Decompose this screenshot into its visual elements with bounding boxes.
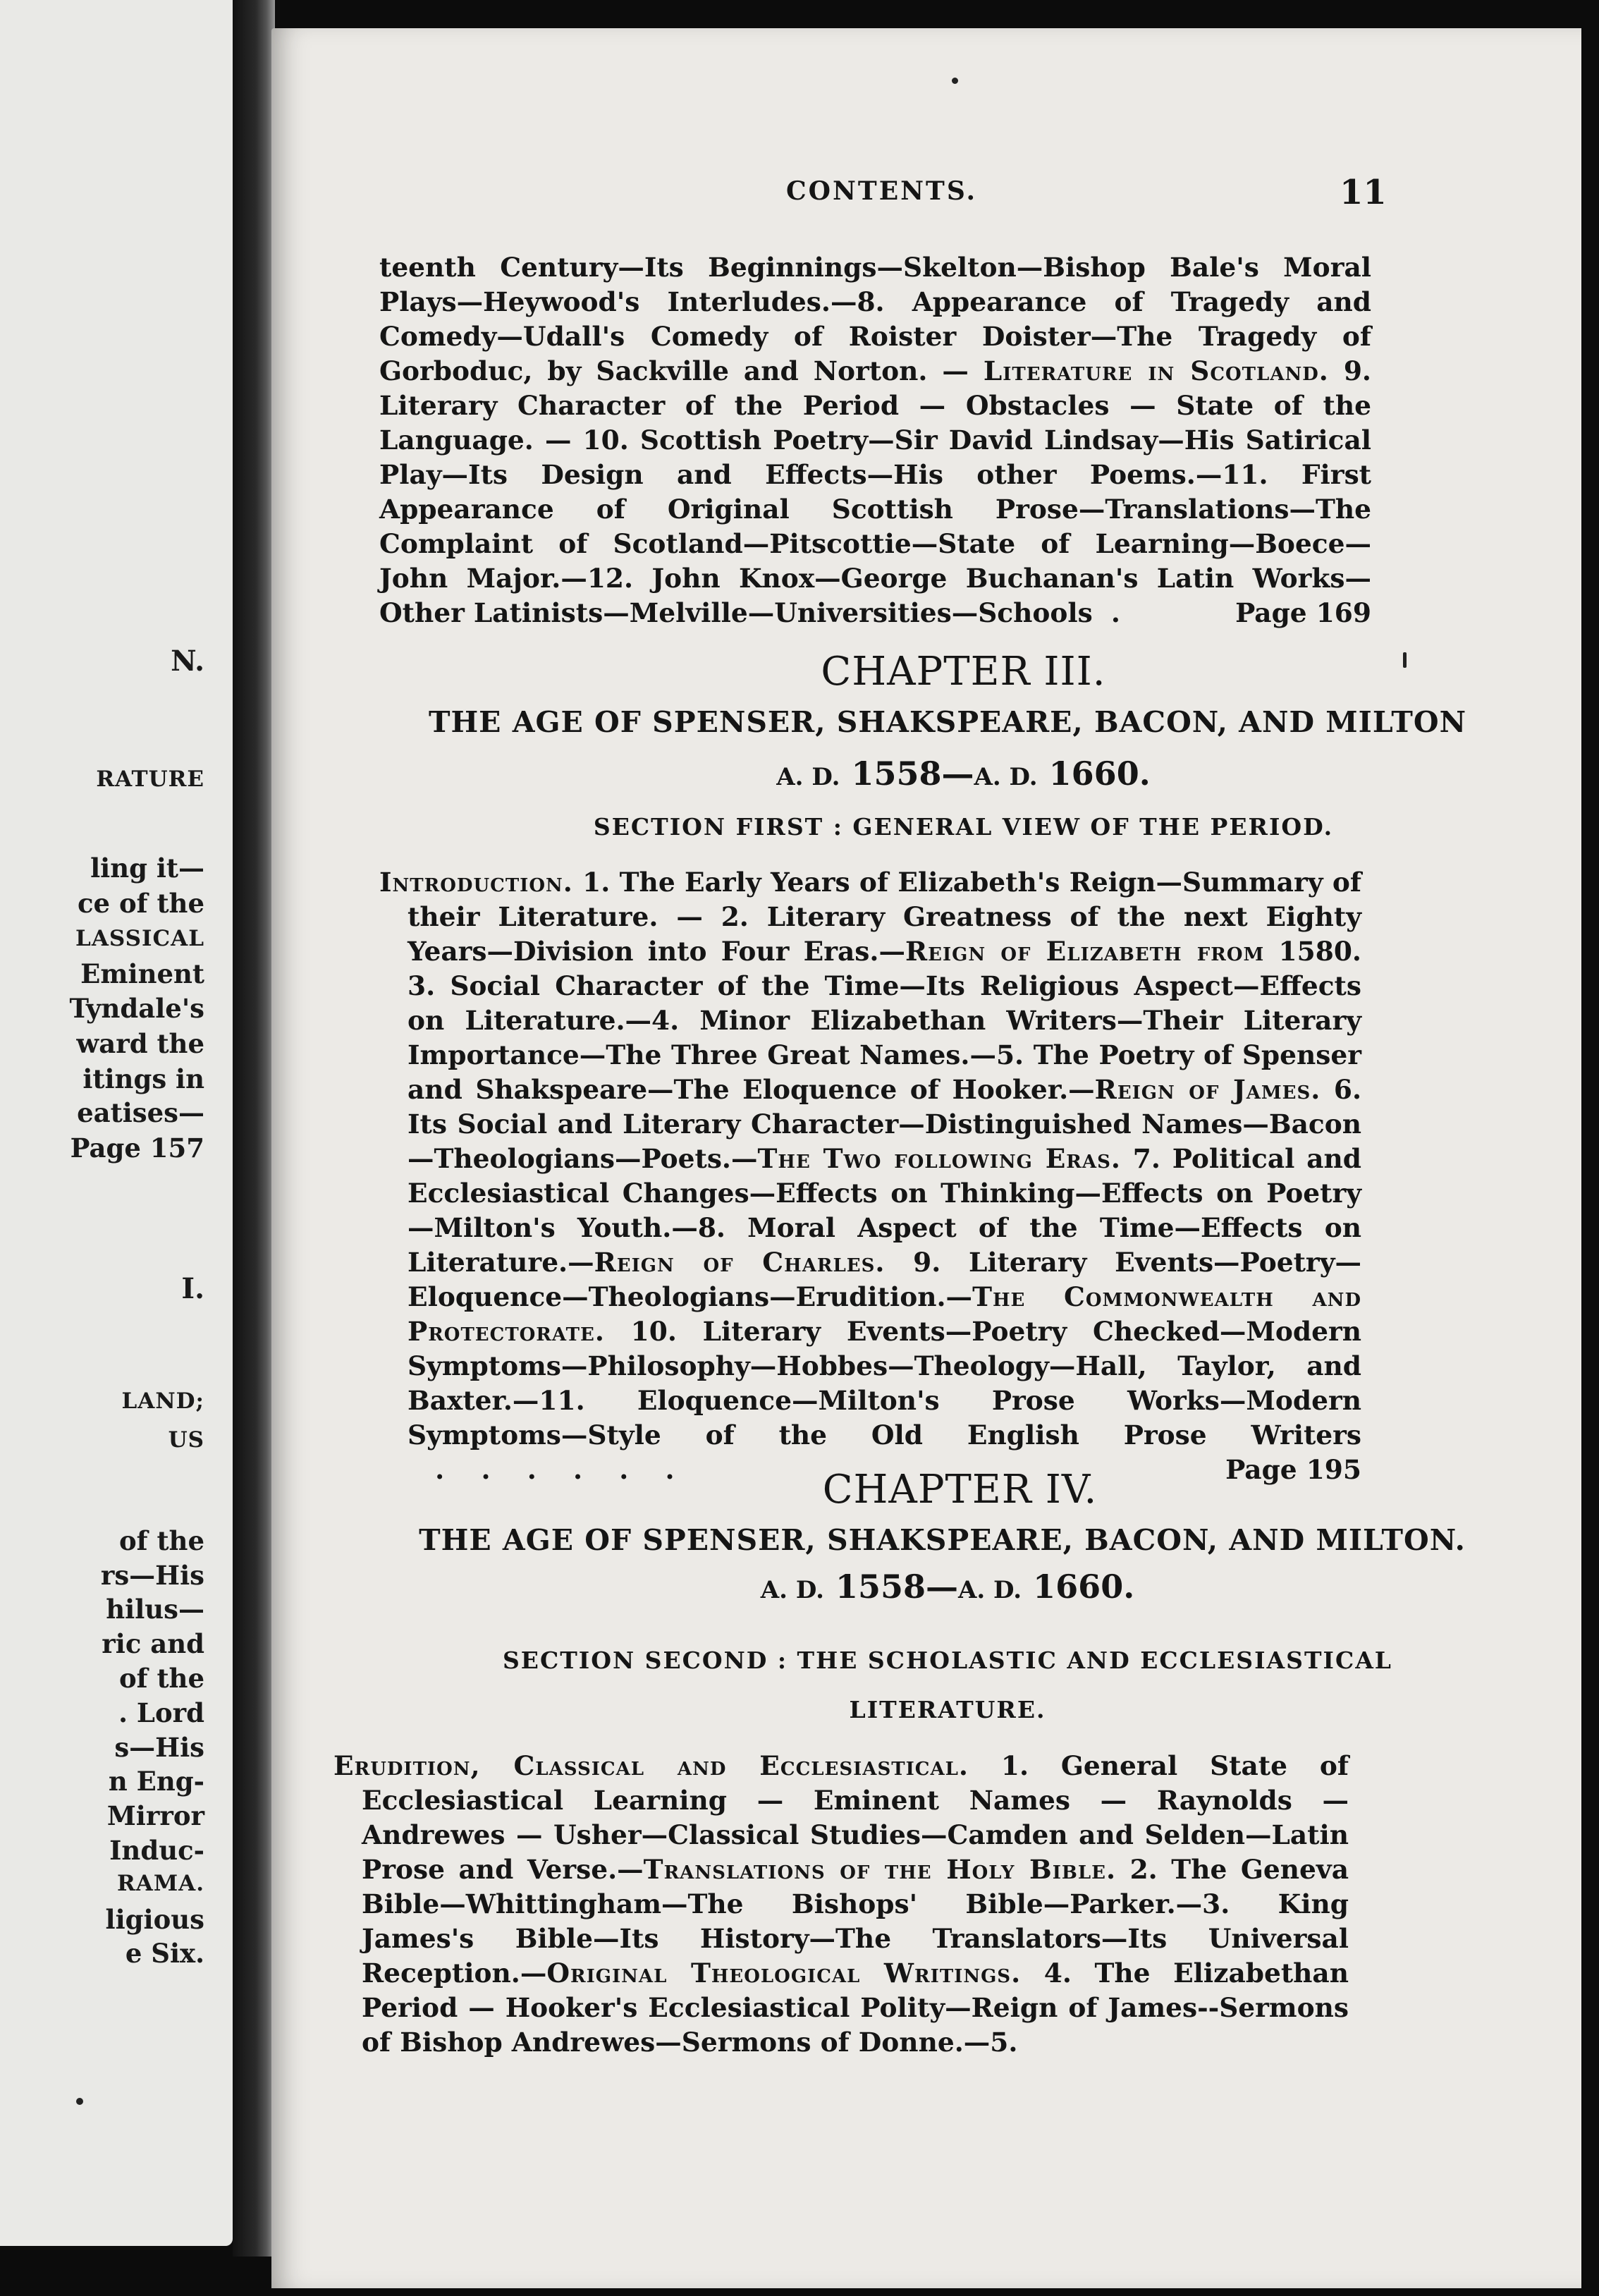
facing-page [0,0,233,2246]
entry-text: 6. Its Social and Literary Character—Distinguished Names—Bacon—Theologians—Poets.— [408,1074,1361,1174]
date-year: 1660. [1048,755,1151,793]
contents-entry [379,865,1361,1487]
entry-text: 2. The Geneva Bible—Whittingham—The Bishops' Bible—Parker.—3. King James's Bible—Its History—The Translators—Its Universal Reception.— [362,1854,1349,1989]
running-head: CONTENTS. [786,176,978,206]
chapter-heading: CHAPTER IV. [822,1467,1098,1513]
entry-subheading: The Commonwealth and Protectorate. [408,1281,1361,1347]
facing-page-line: Mirror [106,1800,204,1831]
facing-page-line: rs—His [100,1560,204,1591]
leader-dots: . . . . . . [408,1454,693,1485]
facing-page-line: RAMA. [117,1871,204,1896]
facing-page-line: ward the [76,1028,204,1059]
entry-subheading: Literature in Scotland. [983,355,1329,386]
page-reference: Page 169 [1235,597,1371,628]
entry-subheading: Translations of the Holy Bible. [643,1854,1117,1885]
ink-speck [76,2098,83,2105]
section-heading-continued: LITERATURE. [849,1696,1046,1723]
leader-dots: . [1092,597,1139,628]
chapter-heading: CHAPTER III. [821,649,1106,695]
chapter-title: THE AGE OF SPENSER, SHAKSPEARE, BACON, AND MILTON [428,705,1467,739]
chapter-dates [271,755,1581,793]
entry-text: 7. Political and Ecclesiastical Changes—Effects on Thinking—Effects on Poetry—Milton's Youth.—8. Moral Aspect of the Time—Effects on Literature.— [408,1143,1361,1278]
facing-page-line: . Lord [118,1697,204,1728]
facing-page-line: I. [181,1272,204,1305]
facing-page-line: itings in [82,1063,204,1094]
entry-subheading: Reign of Elizabeth from [905,936,1265,967]
entry-text: 1580. 3. Social Character of the Time—Its Religious Aspect—Effects on Literature.—4. Minor Elizabethan Writers—Their Literary Importance—The Three Great Names.—5. The Poetry of Spenser and Shakspeare—The Eloquence of Hooker.— [408,936,1361,1105]
facing-page-line: US [168,1427,204,1453]
date-era: A. D. [974,763,1038,791]
facing-page-line: Page 157 [70,1132,204,1164]
facing-page-line: s—His [114,1732,204,1763]
ink-speck [952,78,958,84]
section-heading: SECTION FIRST : GENERAL VIEW OF THE PERIOD. [593,813,1334,841]
book-page [271,28,1581,2288]
facing-page-line: N. [171,645,204,678]
facing-page-line: Eminent [80,958,204,989]
facing-page-line: n Eng- [108,1766,204,1797]
entry-subheading: Introduction. [379,867,573,898]
facing-page-line: LASSICAL [75,926,204,951]
ink-speck [1403,652,1407,668]
entry-text: 4. The Elizabethan Period — Hooker's Ecclesiastical Polity—Reign of James--Sermons of Bishop Andrewes—Sermons of Donne.—5. [362,1958,1349,2058]
contents-entry [333,1749,1349,2060]
facing-page-line: Tyndale's [69,993,204,1024]
facing-page-line: LAND; [121,1388,204,1414]
facing-page-line: of the [118,1663,204,1694]
date-era: A. D. [957,1576,1022,1604]
entry-subheading: The Two following Eras. [757,1143,1121,1174]
entry-text: 10. Literary Events—Poetry Checked—Modern Symptoms—Philosophy—Hobbes—Theology—Hall, Taylor, and Baxter.—11. Eloquence—Milton's Prose Works—Modern Symptoms—Style of the Old English Prose Writers [408,1316,1361,1451]
date-year: 1660. [1033,1568,1135,1606]
entry-text: 1. The Early Years of Elizabeth's Reign—Summary of their Literature. — 2. Literary Greatness of the next Eighty Years—Division into Four Eras.— [408,867,1361,967]
date-year: 1558— [835,1568,958,1606]
entry-subheading: Reign of James. [1094,1074,1321,1105]
facing-page-line: ling it— [90,853,204,884]
date-year: 1558— [851,755,974,793]
entry-text: 1. General State of Ecclesiastical Learning — Eminent Names — Raynolds — Andrewes — Usher—Classical Studies—Camden and Selden—Latin Prose and Verse.— [362,1750,1349,1885]
facing-page-line: ric and [102,1628,204,1659]
book-gutter [233,0,275,2257]
facing-page-line: of the [118,1525,204,1556]
facing-page-line: eatises— [77,1097,204,1128]
entry-text: teenth Century—Its Beginnings—Skelton—Bishop Bale's Moral Plays—Heywood's Interludes.—8. Appearance of Tragedy and Comedy—Udall's Comedy of Roister Doister—The Tragedy of Gorboduc, by Sackville and Norton. — [379,252,1371,386]
entry-text: 9. Literary Events—Poetry—Eloquence—Theologians—Erudition.— [408,1247,1361,1312]
date-era: A. D. [776,763,840,791]
page-reference: Page 195 [1225,1454,1361,1485]
contents-entry-continuation [379,250,1371,630]
facing-page-line: hilus— [106,1594,204,1625]
chapter-title: THE AGE OF SPENSER, SHAKSPEARE, BACON, AND MILTON. [419,1523,1466,1557]
facing-page-line: ce of the [78,888,204,919]
entry-subheading: Erudition, Classical and Ecclesiastical. [333,1750,969,1781]
section-heading: SECTION SECOND : THE SCHOLASTIC AND ECCLESIASTICAL [502,1647,1393,1674]
facing-page-line: RATURE [96,767,204,792]
chapter-dates [271,1568,1581,1606]
facing-page-line: e Six. [125,1938,204,1969]
facing-page-line: ligious [105,1904,204,1935]
entry-text: 9. Literary Character of the Period — Obstacles — State of the Language. — 10. Scottish Poetry—Sir David Lindsay—His Satirical Play—Its Design and Effects—His other Poems.—11. First Appearance of Original Scottish Prose—Translations—The Complaint of Scotland—Pitscottie—State of Learning—Boece—John Major.—12. John Knox—George Buchanan's Latin Works—Other Latinists—Melville—Universities—Schools [379,355,1371,628]
page-number: 11 [1340,173,1387,212]
facing-page-line: Induc- [109,1835,204,1866]
date-era: A. D. [760,1576,824,1604]
entry-subheading: Original Theological Writings. [546,1958,1022,1989]
entry-subheading: Reign of Charles. [594,1247,886,1278]
